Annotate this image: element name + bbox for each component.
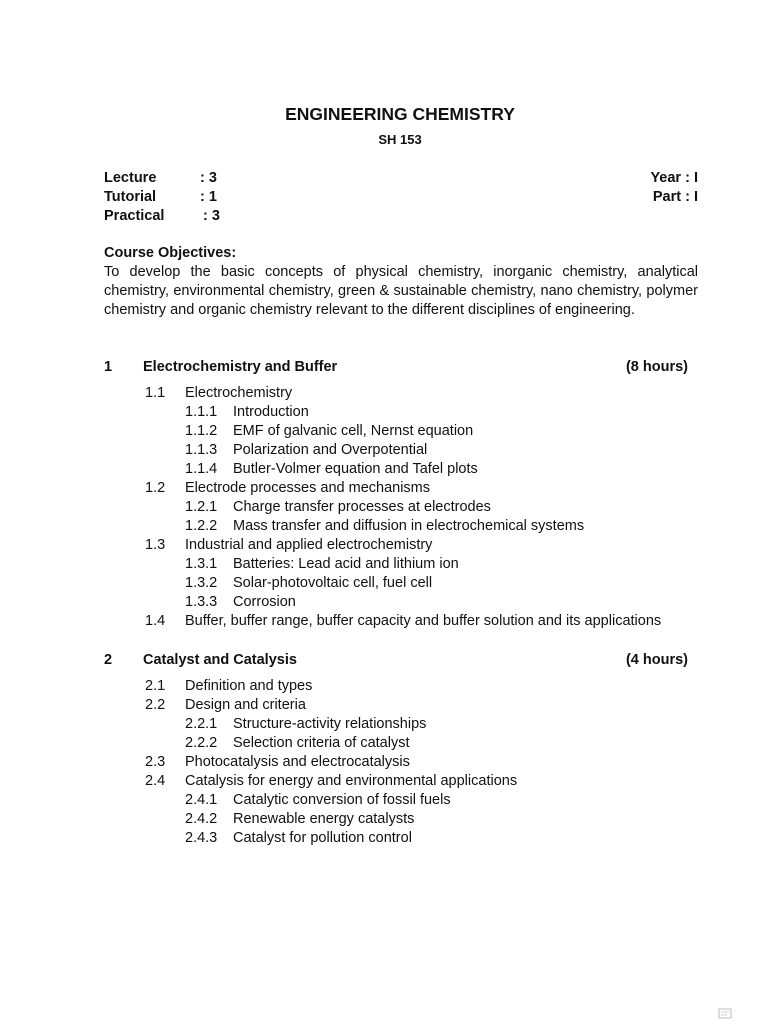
topic-number: 2.1	[145, 678, 166, 694]
subtopic-text: Batteries: Lead acid and lithium ion	[233, 556, 459, 572]
topic-number: 2.2	[145, 697, 166, 713]
subtopic-number: 2.2.2	[185, 735, 218, 751]
subtopic-text: Solar-photovoltaic cell, fuel cell	[233, 575, 433, 591]
objectives-paragraph: To develop the basic concepts of physical chemistry, inorganic chemistry, analytical chemistry, environmental chemistry, green & sustainable chemistry, nano chemistry, polymer chemistry and organic chemistry relevant to the different disciplines of engineering.	[104, 264, 698, 318]
chapter-hours: (8 hours)	[625, 359, 688, 375]
objectives-heading: Course Objectives:	[104, 245, 237, 261]
topic-text: Photocatalysis and electrocatalysis	[185, 754, 410, 770]
chapter-hours: (4 hours)	[625, 652, 688, 668]
chapter-title: Electrochemistry and Buffer	[143, 359, 338, 375]
topic-number: 1.3	[145, 537, 166, 553]
subtopic-number: 1.1.1	[185, 404, 218, 420]
topic-text: Electrode processes and mechanisms	[185, 480, 431, 496]
lecture-label: Lecture	[104, 170, 157, 186]
subtopic-text: Polarization and Overpotential	[233, 442, 428, 458]
practical-label: Practical	[104, 208, 165, 224]
subtopic-text: Selection criteria of catalyst	[233, 735, 410, 751]
subtopic-number: 1.1.2	[185, 423, 218, 439]
lecture-value: : 3	[200, 170, 217, 186]
page-corner-mark	[718, 1008, 732, 1019]
topic-number: 2.4	[145, 773, 166, 789]
subtopic-number: 1.3.2	[185, 575, 218, 591]
topic-text: Definition and types	[185, 678, 313, 694]
topic-number: 2.3	[145, 754, 166, 770]
subtopic-number: 1.3.1	[185, 556, 218, 572]
subtopic-number: 1.1.3	[185, 442, 218, 458]
subtopic-text: EMF of galvanic cell, Nernst equation	[233, 423, 474, 439]
subtopic-text: Renewable energy catalysts	[233, 811, 415, 827]
chapter-number: 1	[104, 359, 113, 375]
subtopic-text: Structure-activity relationships	[233, 716, 427, 732]
topic-text: Catalysis for energy and environmental applications	[185, 773, 518, 789]
subtopic-number: 2.2.1	[185, 716, 218, 732]
practical-value: : 3	[203, 208, 220, 224]
subtopic-text: Mass transfer and diffusion in electrochemical systems	[233, 518, 585, 534]
topic-text: Buffer, buffer range, buffer capacity and buffer solution and its applications	[185, 613, 662, 629]
document-title: ENGINEERING CHEMISTRY	[285, 104, 515, 124]
topic-number: 1.2	[145, 480, 166, 496]
chapter-number: 2	[104, 652, 113, 668]
subtopic-text: Introduction	[233, 404, 309, 420]
topic-number: 1.4	[145, 613, 166, 629]
year-label: Year : I	[650, 170, 698, 186]
topic-text: Electrochemistry	[185, 385, 293, 401]
subtopic-number: 2.4.1	[185, 792, 218, 808]
topic-text: Industrial and applied electrochemistry	[185, 537, 433, 553]
subtopic-text: Catalyst for pollution control	[233, 830, 412, 846]
subtopic-number: 2.4.2	[185, 811, 218, 827]
subtopic-text: Charge transfer processes at electrodes	[233, 499, 491, 515]
subtopic-number: 2.4.3	[185, 830, 218, 846]
tutorial-label: Tutorial	[104, 189, 157, 205]
chapter-title: Catalyst and Catalysis	[143, 652, 297, 668]
topic-number: 1.1	[145, 385, 166, 401]
subtopic-text: Butler-Volmer equation and Tafel plots	[233, 461, 478, 477]
subtopic-number: 1.3.3	[185, 594, 218, 610]
part-label: Part : I	[652, 189, 698, 205]
subtopic-number: 1.2.2	[185, 518, 218, 534]
course-code: SH 153	[378, 132, 422, 147]
tutorial-value: : 1	[200, 189, 217, 205]
subtopic-number: 1.1.4	[185, 461, 218, 477]
topic-text: Design and criteria	[185, 697, 306, 713]
subtopic-number: 1.2.1	[185, 499, 218, 515]
subtopic-text: Catalytic conversion of fossil fuels	[233, 792, 451, 808]
subtopic-text: Corrosion	[233, 594, 296, 610]
